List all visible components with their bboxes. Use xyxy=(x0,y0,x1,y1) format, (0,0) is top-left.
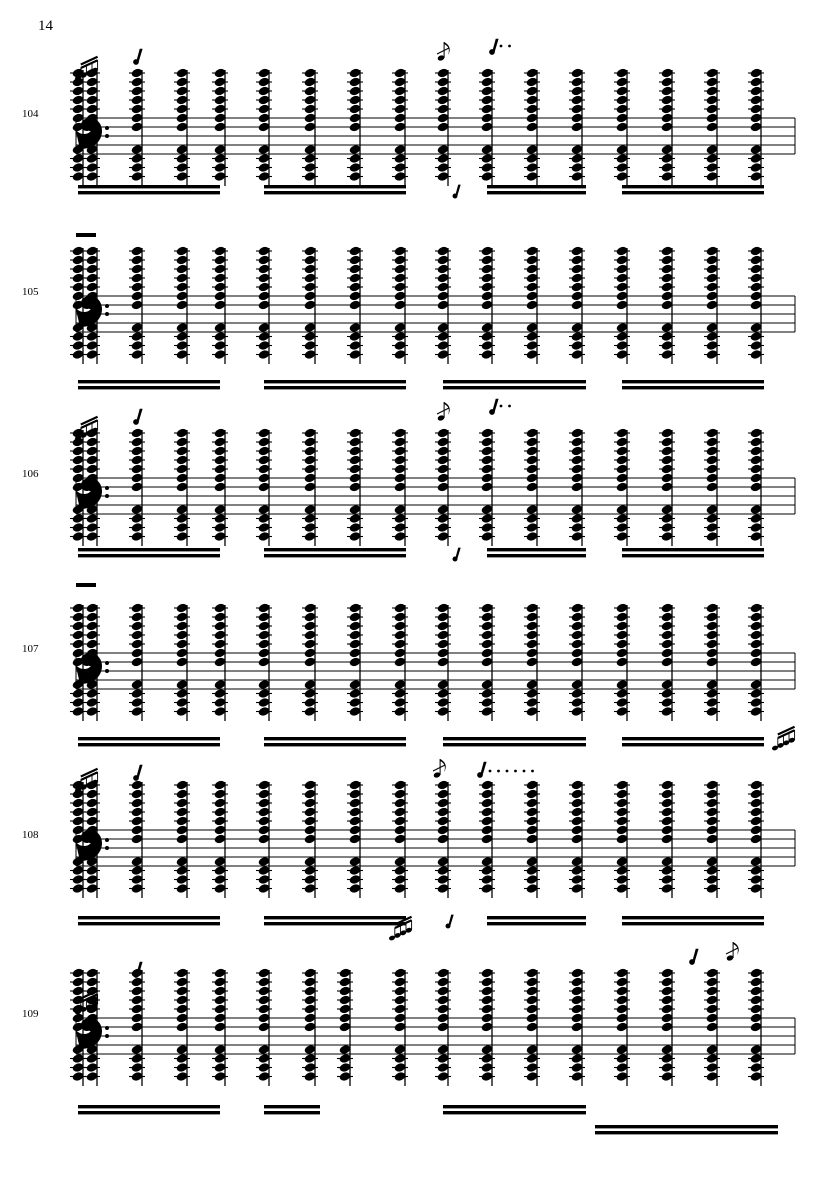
svg-text:104: 104 xyxy=(22,108,39,120)
page-number: 14 xyxy=(38,18,53,34)
svg-text:108: 108 xyxy=(22,829,39,841)
svg-text:105: 105 xyxy=(22,286,39,298)
svg-text:109: 109 xyxy=(22,1008,39,1020)
svg-text:106: 106 xyxy=(22,468,39,480)
svg-text:107: 107 xyxy=(22,643,39,655)
